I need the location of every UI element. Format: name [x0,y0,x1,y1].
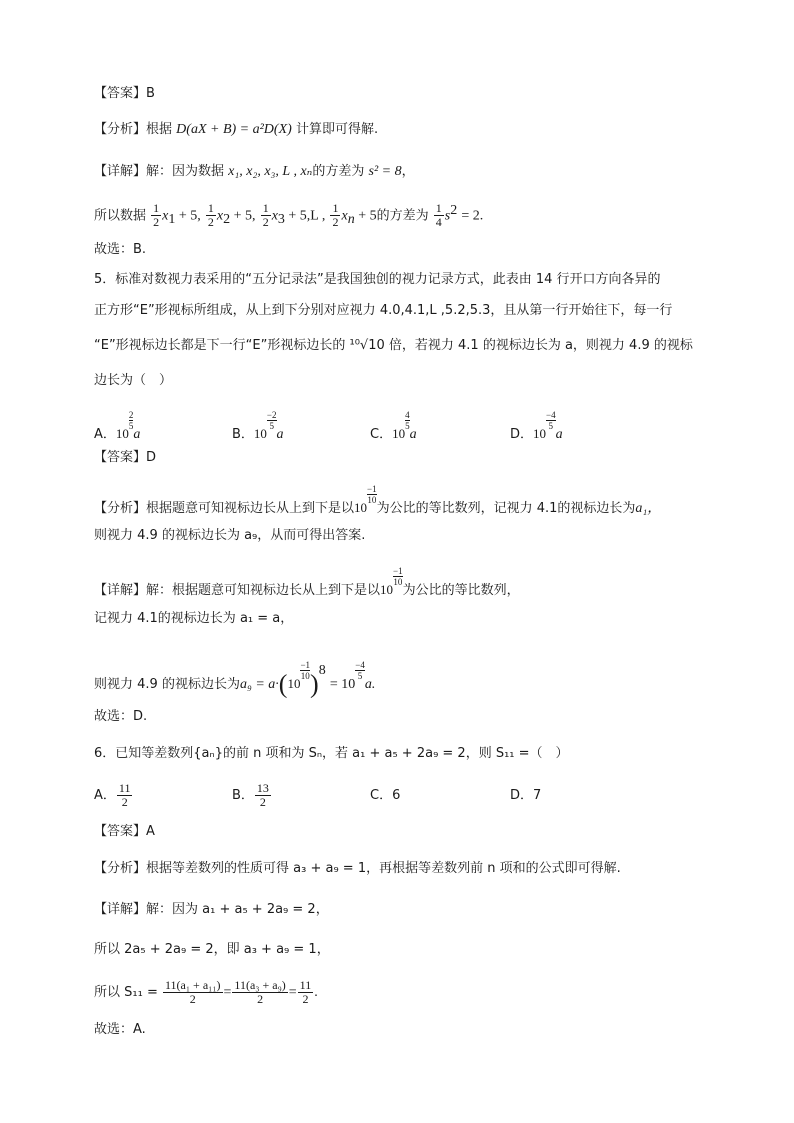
q5-option-c[interactable] [370,410,417,445]
power-base: 10 [115,426,129,441]
analysis-text: 根据等差数列的性质可得 a₃ + a₉ = 1，再根据等差数列前 n 项和的公式即可得解. [146,861,621,876]
fraction: $\frac{1}{2}$ [207,201,214,230]
exp-sign: − [546,410,552,420]
q4-detail-line [94,162,415,182]
q5-stem-line-4: 边长为（ ） [94,373,173,388]
option-label: D． [510,788,534,803]
exp-num: 2 [128,410,134,420]
q5-stem-line-3: “E”形视标边长都是下一行“E”形视标边长的 ¹⁰√10 倍，若视力 4.1 的视标边长为 a，则视力 4.9 的视标 [94,338,693,353]
answer-tag: 【答案】 [94,824,147,839]
result-value: = 2. [461,208,484,224]
q5-detail-line-2: 记视力 4.1的视标边长为 a₁ = a， [94,611,294,626]
fraction: $\frac{1}{2}$ [332,201,339,230]
q5-choose: 故选：D. [94,709,148,724]
analysis-tag: 【分析】 [94,501,147,516]
analysis-text: 根据题意可知视标边长从上到下是以 [146,501,355,516]
analysis-text: 为公比的等比数列，记视力 4.1的视标边长为 [376,501,636,516]
detail-text: 的方差为 [312,164,365,179]
answer-value: D [146,450,157,465]
answer-tag: 【答案】 [94,450,147,465]
option-value: 7 [533,788,542,803]
frac-num: 11 [299,978,312,992]
analysis-tag: 【分析】 [94,122,147,137]
q6-detail-line-1 [94,900,329,920]
q4-choose: 故选：B. [94,242,147,257]
exp-sign: − [266,410,272,420]
fraction: $\frac{1}{4}$ [435,201,442,230]
analysis-text: 根据 [146,122,173,137]
exp-num: 4 [405,410,410,420]
option-label: C． [370,788,393,803]
option-variable: a [133,427,141,442]
variance-formula: D(aX + B) = a²D(X) [176,122,292,137]
frac-den: 2 [302,992,309,1006]
frac-den: 2 [259,795,266,809]
frac-num: 11(a₃ + a₉) [234,978,286,992]
answer-value: A [146,824,155,839]
option-label: A． [94,788,116,803]
q6-detail-line-2: 所以 2a₅ + 2a₉ = 2，即 a₃ + a₉ = 1， [94,942,330,957]
power-base: 10 [253,426,267,441]
option-label: D． [510,427,534,442]
q5-option-b[interactable] [232,410,284,445]
option-variable: a [276,427,284,442]
q4-analysis-line [94,120,378,140]
frac-den: 2 [121,795,128,809]
q5-stem-line-1: 5．标准对数视力表采用的“五分记录法”是我国独创的视力记录方式，此表由 14 行开口方向各异的 [94,272,661,287]
q5-option-a[interactable] [94,410,140,445]
analysis-tag: 【分析】 [94,861,147,876]
q5-detail-line-1 [94,566,520,601]
fraction: $\frac{1}{2}$ [262,201,269,230]
exp-den: 5 [128,421,134,431]
detail-formula: = 10 [329,677,356,692]
q6-option-c[interactable] [370,786,400,806]
q5-analysis-line-2: 则视力 4.9 的视标边长为 a₉，从而可得出答案. [94,528,366,543]
frac-den: 2 [257,992,264,1006]
detail-text: 解：根据题意可知视标边长从上到下是以 [146,583,381,598]
q5-detail-line-3: 则视力 4.9 的视标边长为a₉ = a·(10 −1 10)$^8$ = 10 −4 5a. [94,660,376,699]
detail-formula: a. [364,677,376,692]
exp-den: 5 [405,421,410,431]
q5-option-d[interactable] [510,410,563,445]
detail-tag: 【详解】 [94,583,147,598]
option-label: B． [232,788,254,803]
analysis-text: 计算即可得解. [295,122,379,137]
q6-stem: 6．已知等差数列{aₙ}的前 n 项和为 Sₙ，若 a₁ + a₅ + 2a₉ = 2，则 S₁₁ =（ ） [94,746,569,761]
option-variable: a [555,427,563,442]
q6-option-a[interactable] [94,780,133,812]
option-value: 6 [392,788,401,803]
q4-result-line: 所以数据 $\frac{1}{2}$ $x_1 + 5$, $\frac{1}{2}$ $x_2 + 5$, $\frac{1}{2}$ $x_3 + 5,L$ , $\frac{1}{2}$ $x_n + 5$的方差为 $\frac{1}{4}$ $s^2 = 2$. [94,201,484,230]
answer-tag: 【答案】 [94,86,147,101]
q6-option-b[interactable] [232,780,272,812]
option-label: C． [370,427,393,442]
detail-text: 则视力 4.9 的视标边长为 [94,677,240,692]
result-text: 的方差为 [376,208,429,224]
detail-text: 解：因为 a₁ + a₅ + 2a₉ = 2， [146,902,329,917]
detail-tag: 【详解】 [94,902,147,917]
exp-den: 5 [548,421,554,431]
q4-answer-line [94,84,155,104]
result-text: 所以数据 [94,208,147,224]
frac-num: 11 [118,781,131,795]
variance-value: s² = 8 [368,164,402,179]
detail-text: 所以 S₁₁ = [94,985,158,1000]
answer-value: B [146,86,155,101]
q5-analysis-line-1 [94,484,661,519]
power-base: 10 [533,426,547,441]
detail-formula: a₉ = a· [239,677,279,692]
option-label: A． [94,427,116,442]
analysis-var: a₁， [635,501,662,516]
option-variable: a [409,427,417,442]
exp-num: 4 [551,410,556,420]
q6-detail-line-3: 所以 S₁₁ = $\frac{\text{11(a₁ + a₁₁)}}{2}$ = $\frac{\text{11(a₃ + a₉)}}{2}$ = $\frac{11}{2}$ . [94,978,318,1006]
frac-den: 2 [189,992,196,1006]
q5-answer-line [94,448,156,468]
detail-tag: 【详解】 [94,164,147,179]
ratio-power: 10 −1 10 [380,566,403,597]
exp-num: 2 [272,410,277,420]
detail-text: 解：因为数据 [146,164,225,179]
q6-analysis-line [94,859,621,879]
q5-stem-line-2: 正方形“E”形视标所组成，从上到下分别对应视力 4.0,4.1,L ,5.2,5.3，且从第一行开始往下，每一行 [94,303,673,318]
option-label: B． [232,427,254,442]
frac-num: 13 [256,781,269,795]
frac-num: 11(a₁ + a₁₁) [164,978,221,992]
ratio-power: 10 −1 10 [354,484,377,515]
q6-answer-line [94,822,155,842]
fraction: $\frac{1}{2}$ [153,201,160,230]
data-variables: x₁, x₂, x₃, L , xₙ [228,164,313,179]
q6-option-d[interactable] [510,786,541,806]
q6-choose: 故选：A. [94,1022,146,1037]
detail-text: 为公比的等比数列， [402,583,520,598]
exp-den: 5 [269,421,274,431]
power-base: 10 [392,426,406,441]
punctuation: ， [401,164,415,179]
